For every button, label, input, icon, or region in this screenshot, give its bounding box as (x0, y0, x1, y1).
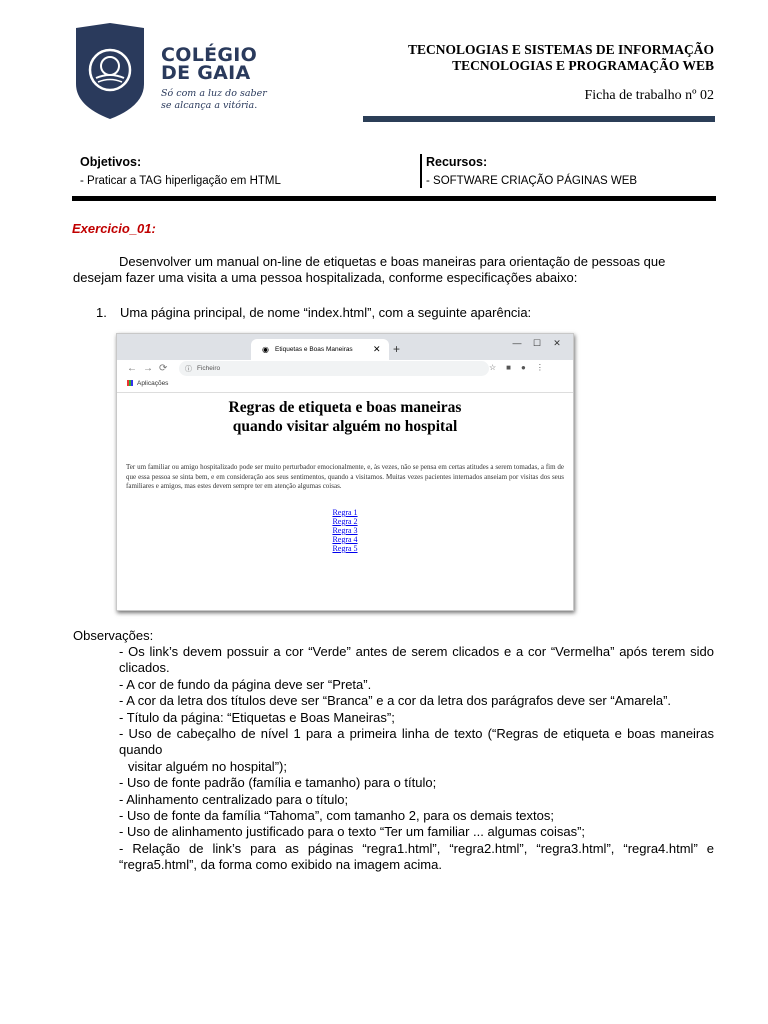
exercise-title: Exercicio_01: (72, 221, 156, 236)
globe-icon: ◉ (262, 345, 269, 354)
slogan-line1: Só com a luz do saber (161, 88, 267, 99)
document-header (408, 42, 714, 104)
school-name-line1: COLÉGIO (161, 44, 258, 66)
exercise-intro (73, 254, 673, 286)
school-logo (72, 22, 148, 120)
slogan-line2: se alcança a vitória. (161, 100, 258, 111)
resources-heading: Recursos: (426, 155, 488, 169)
browser-tab[interactable] (251, 339, 389, 360)
apps-grid-icon (127, 380, 133, 386)
browser-tab-bar (117, 334, 573, 360)
heading-line1: Regras de etiqueta e boas maneiras (228, 399, 462, 416)
resources-text: - SOFTWARE CRIAÇÃO PÁGINAS WEB (426, 175, 638, 187)
apps-label: Aplicações (137, 380, 169, 387)
address-bar-row (117, 360, 573, 378)
info-icon: ⓘ (185, 366, 192, 373)
close-icon[interactable]: ✕ (373, 344, 381, 354)
apps-bookmark[interactable] (127, 380, 168, 387)
header-divider (363, 116, 715, 122)
rules-links (117, 508, 573, 553)
page-heading (117, 398, 573, 436)
link-rule-1[interactable]: Regra 1 (332, 508, 358, 517)
list-item: visitar alguém no hospital”); (128, 758, 287, 774)
item-number: 1. (96, 305, 107, 320)
school-name-line2: DE GAIA (161, 62, 251, 84)
link-rule-3[interactable]: Regra 3 (332, 526, 358, 535)
heading-line2: quando visitar alguém no hospital (232, 418, 458, 435)
list-item: - Uso de alinhamento justificado para o texto “Ter um familiar ... algumas coisas”; (119, 824, 586, 840)
section-separator (420, 154, 422, 188)
list-item (96, 305, 531, 320)
exercise-intro-text: Desenvolver um manual on-line de etiquetas e boas maneiras para orientação de pessoas que desejam fazer uma visita a uma pessoa hospitalizada, conforme especificações abaixo: (73, 254, 666, 285)
course-title: TECNOLOGIAS E SISTEMAS DE INFORMAÇÃO (407, 42, 714, 57)
list-item: - Alinhamento centralizado para o título; (119, 791, 349, 807)
new-tab-icon[interactable]: + (393, 342, 401, 356)
list-item: - Uso de fonte padrão (família e tamanho) para o título; (119, 775, 437, 791)
item-text: Uma página principal, de nome “index.html”, com a seguinte aparência: (120, 305, 532, 320)
close-window-icon[interactable]: ✕ (553, 338, 561, 348)
url-input[interactable] (179, 361, 489, 376)
observations-list (119, 644, 714, 874)
thick-divider (72, 196, 716, 201)
resources-block (426, 155, 637, 187)
list-item: - Os link’s devem possuir a cor “Verde” antes de serem clicados e a cor “Vermelha” após terem sido clicados. (119, 644, 714, 676)
link-rule-4[interactable]: Regra 4 (332, 535, 358, 544)
minimize-icon[interactable]: — (512, 338, 522, 348)
list-item: - Uso de fonte da família “Tahoma”, com tamanho 2, para os demais textos; (119, 808, 554, 824)
school-name (161, 46, 257, 82)
list-item: - A cor da letra dos títulos deve ser “Branca” e a cor da letra dos parágrafos deve ser “Amarela”. (119, 693, 672, 709)
url-text: Ficheiro (197, 365, 221, 372)
window-controls (507, 338, 567, 349)
maximize-icon[interactable]: ☐ (532, 338, 542, 348)
page-paragraph: Ter um familiar ou amigo hospitalizado pode ser muito perturbador emocionalmente, e, às vezes, não se pensa em certas atitudes a serem tomadas, a fim de que essa pessoa se sinta bem, e em consideração aos seus sentimentos, quando a visitamos. Muitas vezes pacientes internados anseiam por visitas dos seus familiares e amigos, mas estes devem sempre ter em atenção algumas coisas. (126, 463, 564, 490)
bookmarks-bar (117, 378, 573, 393)
objectives-text: - Praticar a TAG hiperligação em HTML (80, 175, 281, 187)
list-item: - Uso de cabeçalho de nível 1 para a primeira linha de texto (“Regras de etiqueta e boas maneiras quando (119, 726, 714, 758)
link-rule-5[interactable]: Regra 5 (332, 544, 358, 553)
objectives-block (80, 155, 281, 187)
list-item: - Relação de link’s para as páginas “regra1.html”, “regra2.html”, “regra3.html”, “regra4.html” e “regra5.html”, da forma como exibido na imagem acima. (119, 840, 714, 873)
subject-title: TECNOLOGIAS E PROGRAMAÇÃO WEB (452, 58, 714, 73)
navigation-icons[interactable]: ←→⟳ (127, 363, 174, 374)
observations-title: Observações: (73, 628, 154, 643)
browser-screenshot (116, 333, 574, 611)
worksheet-number: Ficha de trabalho nº 02 (584, 88, 714, 103)
objectives-heading: Objetivos: (80, 155, 142, 169)
toolbar-icons[interactable]: ☆■●⋮ (489, 363, 554, 372)
list-item: - Título da página: “Etiquetas e Boas Maneiras”; (119, 709, 395, 725)
link-rule-2[interactable]: Regra 2 (332, 517, 358, 526)
tab-title: Etiquetas e Boas Maneiras (275, 346, 353, 353)
school-slogan (161, 88, 267, 112)
list-item: - A cor de fundo da página deve ser “Preta”. (119, 676, 372, 692)
